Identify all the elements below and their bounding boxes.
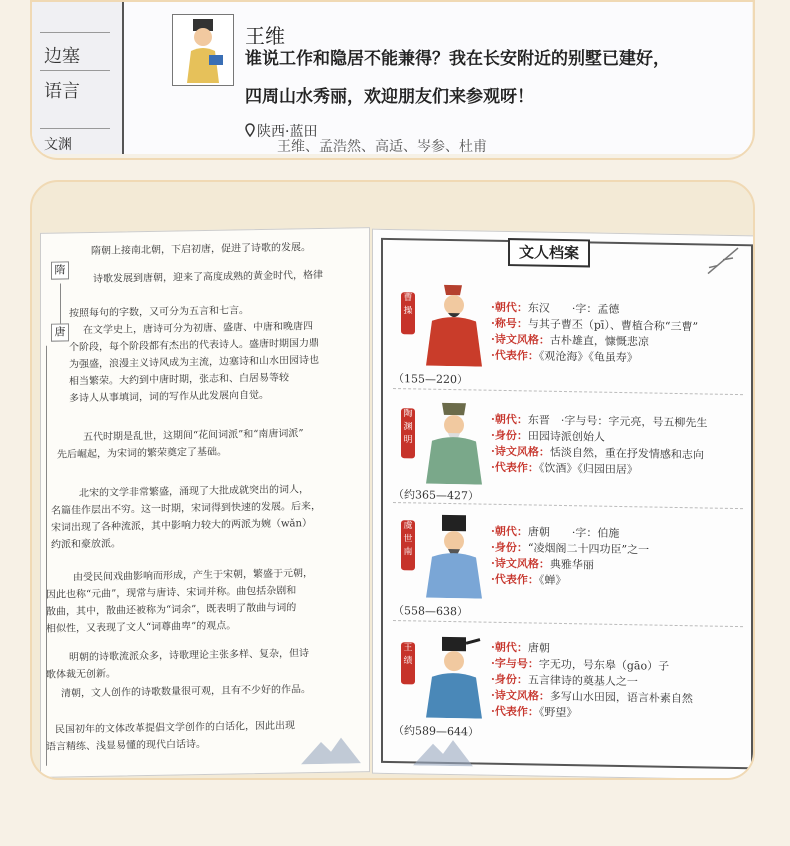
para-line: 在文学史上，唐诗可分为初唐、盛唐、中唐和晚唐四 <box>83 321 313 337</box>
dynasty-label: 唐 <box>51 323 69 341</box>
name-badge: 陶渊明 <box>401 408 415 458</box>
para-line: 北宋的文学非常繁盛，涌现了大批成就突出的词人， <box>79 484 309 500</box>
taoyuanming-portrait <box>418 398 490 484</box>
timeline-line <box>60 284 61 324</box>
para-line: 名篇佳作层出不穷。这一时期，宋词得到快速的发展。后来， <box>51 500 321 517</box>
life-years: （558—638） <box>393 604 468 619</box>
name-badge: 虞世南 <box>401 520 415 570</box>
mountain-decoration-icon <box>413 735 473 766</box>
para-line: 按照每句的字数，又可分为五言和七言。 <box>69 305 249 320</box>
para-line: 民国初年的文体改革提倡文学创作的白话化，因此出现 <box>55 720 295 736</box>
caocao-portrait <box>418 280 490 366</box>
para-line: 明朝的诗歌流派众多，诗歌理论主张多样、复杂，但诗 <box>69 648 309 664</box>
para-line: 由受民间戏曲影响而形成，产生于宋朝，繁盛于元朝， <box>73 568 313 584</box>
entry-fields: ·朝代：唐朝 ·字：伯施 ·身份：“凌烟阁二十四功臣”之一 ·诗文风格：典雅华丽 ·代表作：《蝉》 <box>491 524 650 588</box>
wangji-portrait <box>418 632 490 718</box>
name-badge: 王绩 <box>401 642 415 684</box>
para-line: 个阶段，每个阶段都有杰出的代表诗人。盛唐时期国力鼎 <box>69 338 319 354</box>
location-text: 陕西·蓝田 <box>257 124 318 140</box>
divider <box>40 128 110 129</box>
left-margin-strip <box>32 2 124 154</box>
intro-line: 隋朝上接南北朝，下启初唐，促进了诗歌的发展。 <box>91 242 311 257</box>
para-line: 相当繁荣。大约到中唐时期，张志和、白居易等较 <box>69 372 289 388</box>
entry-fields: ·朝代：东晋 ·字与号：字元亮，号五柳先生 ·身份：田园诗派创始人 ·诗文风格：恬淡自然，重在抒发情感和志向 ·代表作：《饮酒》《归园田居》 <box>491 412 708 477</box>
name-badge: 曹操 <box>401 292 415 334</box>
main-book-panel <box>30 180 755 780</box>
para-line: 清朝，文人创作的诗歌数量很可观，且有不少好的作品。 <box>61 684 311 700</box>
entry-fields: ·朝代：东汉 ·字：孟德 ·称号：与其子曹丕（pī）、曹植合称“三曹” ·诗文风格：古朴雄直，慷慨悲凉 ·代表作：《观沧海》《龟虽寿》 <box>491 300 699 365</box>
dynasty-label: 隋 <box>51 261 69 279</box>
para-line: 诗歌发展到唐朝，迎来了高度成熟的黄金时代，格律 <box>93 269 323 285</box>
para-line: 约派和豪放派。 <box>51 538 121 551</box>
margin-word: 文渊 <box>44 137 72 153</box>
para-line: 先后崛起，为宋词的繁荣奠定了基础。 <box>57 446 227 461</box>
life-years: （约589—644） <box>393 724 479 739</box>
para-line: 语言精练、浅显易懂的现代白话诗。 <box>46 738 206 753</box>
wangwei-portrait <box>172 14 234 86</box>
para-line: 多诗人从事填词，词的写作从此发展向自觉。 <box>69 389 269 405</box>
people-text: 王维、孟浩然、高适、岑参、杜甫 <box>277 139 487 155</box>
quote-line: 谁说工作和隐居不能兼得？我在长安附近的别墅已建好， <box>245 49 670 69</box>
para-line: 散曲，其中，散曲还被称为“词余”，既表明了散曲与词的 <box>46 602 297 618</box>
margin-word: 语言 <box>44 81 80 102</box>
para-line: 因此也称“元曲”，现常与唐诗、宋词并称。曲包括杂剧和 <box>46 585 297 601</box>
speaker-name: 王维 <box>245 24 285 48</box>
para-line: 宋词出现了各种流派，其中影响力较大的两派为婉（wǎn） <box>51 518 312 534</box>
divider <box>40 70 110 71</box>
margin-word: 边塞 <box>44 46 80 67</box>
left-page <box>40 227 370 778</box>
right-page <box>372 229 754 780</box>
mountain-decoration-icon <box>301 733 361 764</box>
top-page <box>32 2 752 154</box>
yushinan-portrait <box>418 512 490 598</box>
para-line: 五代时期是乱世，这期间“花间词派”和“南唐词派” <box>83 428 304 444</box>
location-pin-icon <box>245 123 255 137</box>
para-line: 相似性，又表现了文人“词尊曲卑”的观点。 <box>46 620 237 635</box>
bamboo-decoration-icon <box>703 245 743 276</box>
para-line: 为强盛，浪漫主义诗风成为主流，边塞诗和山水田园诗也 <box>69 355 319 371</box>
life-years: （155—220） <box>393 372 468 387</box>
quote-line: 四周山水秀丽，欢迎朋友们来参观呀！ <box>245 87 534 107</box>
para-line: 歌体裁无创新。 <box>46 668 116 681</box>
top-book-panel <box>30 0 755 160</box>
timeline-line <box>46 346 47 766</box>
life-years: （约365—427） <box>393 488 479 503</box>
entry-fields: ·朝代：唐朝 ·字与号：字无功，号东皋（gāo）子 ·身份：五言律诗的奠基人之一 ·诗文风格：多写山水田园，语言朴素自然 ·代表作：《野望》 <box>491 640 693 720</box>
divider <box>40 32 110 33</box>
page-title: 文人档案 <box>508 238 590 267</box>
